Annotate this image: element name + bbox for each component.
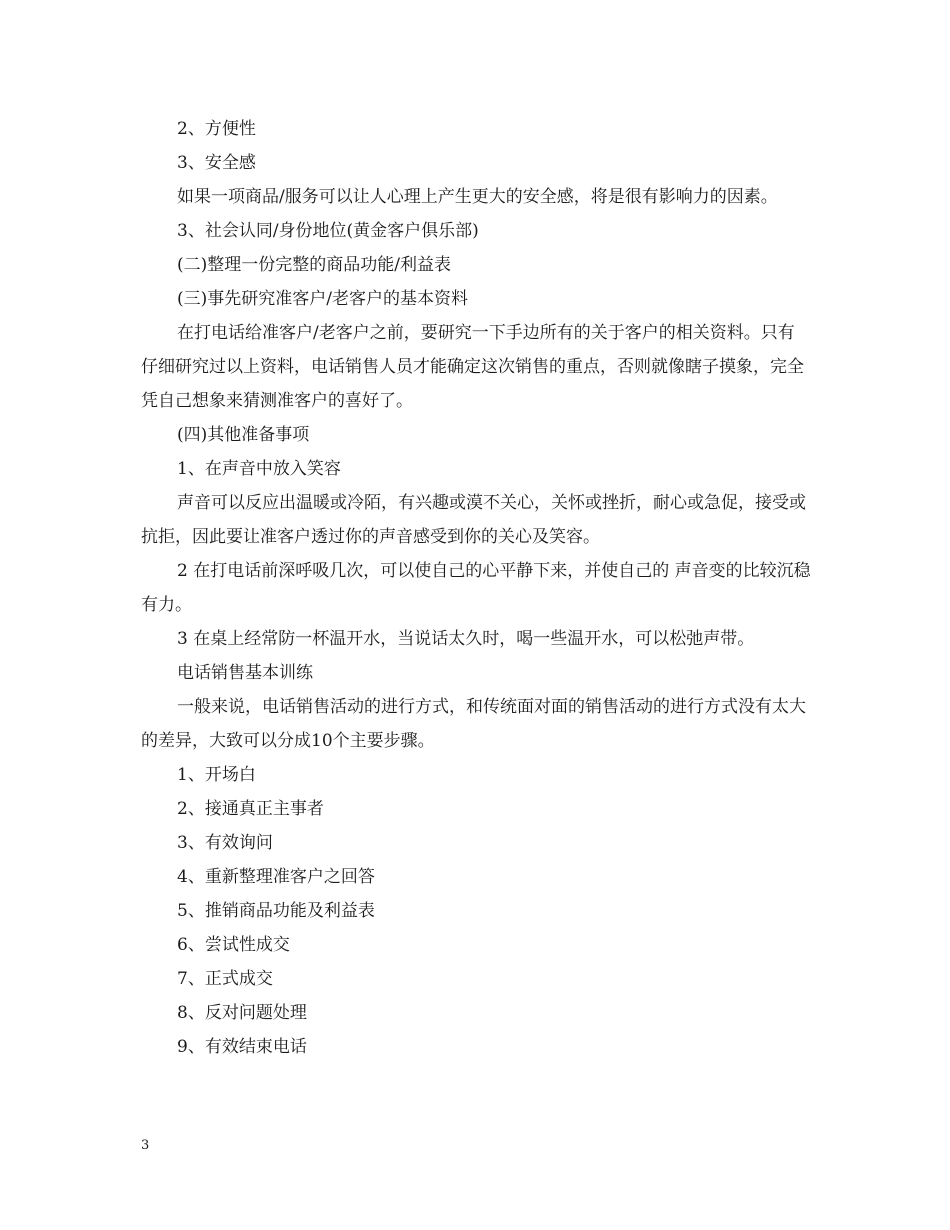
- paragraph: 9、有效结束电话: [177, 1037, 307, 1057]
- paragraph: 2 在打电话前深呼吸几次，可以使自己的心平静下来，并使自己的 声音变的比较沉稳有力。: [141, 561, 811, 615]
- paragraph: (三)事先研究准客户/老客户的基本资料: [177, 289, 468, 309]
- paragraph: 3、社会认同/身份地位(黄金客户俱乐部): [177, 221, 479, 241]
- paragraph: 如果一项商品/服务可以让人心理上产生更大的安全感，将是很有影响力的因素。: [177, 187, 778, 207]
- paragraph: 2、方便性: [177, 119, 256, 139]
- paragraph: 3 在桌上经常防一杯温开水，当说话太久时，喝一些温开水，可以松弛声带。: [177, 629, 755, 649]
- paragraph: 2、接通真正主事者: [177, 799, 324, 819]
- paragraph: 7、正式成交: [177, 969, 273, 989]
- paragraph: 8、反对问题处理: [177, 1003, 307, 1023]
- paragraph: 3、有效询问: [177, 833, 273, 853]
- paragraph: (四)其他准备事项: [177, 425, 310, 445]
- document-body: [141, 112, 811, 1064]
- paragraph: 1、在声音中放入笑容: [177, 459, 341, 479]
- paragraph: 一般来说，电话销售活动的进行方式，和传统面对面的销售活动的进行方式没有太大的差异，大致可以分成10个主要步骤。: [141, 697, 806, 751]
- page-number: 3: [141, 1138, 150, 1153]
- paragraph: 在打电话给准客户/老客户之前，要研究一下手边所有的关于客户的相关资料。只有仔细研究过以上资料，电话销售人员才能确定这次销售的重点，否则就像瞎子摸象，完全凭自己想象来猜测准客户的喜好了。: [141, 323, 804, 411]
- paragraph: 5、推销商品功能及利益表: [177, 901, 375, 921]
- paragraph: 电话销售基本训练: [177, 663, 313, 683]
- paragraph: 4、重新整理准客户之回答: [177, 867, 375, 887]
- paragraph: 6、尝试性成交: [177, 935, 290, 955]
- paragraph: 1、开场白: [177, 765, 256, 785]
- paragraph: (二)整理一份完整的商品功能/利益表: [177, 255, 451, 275]
- paragraph: 3、安全感: [177, 153, 256, 173]
- paragraph: 声音可以反应出温暖或冷陌，有兴趣或漠不关心，关怀或挫折，耐心或急促，接受或抗拒，因此要让准客户透过你的声音感受到你的关心及笑容。: [141, 493, 806, 547]
